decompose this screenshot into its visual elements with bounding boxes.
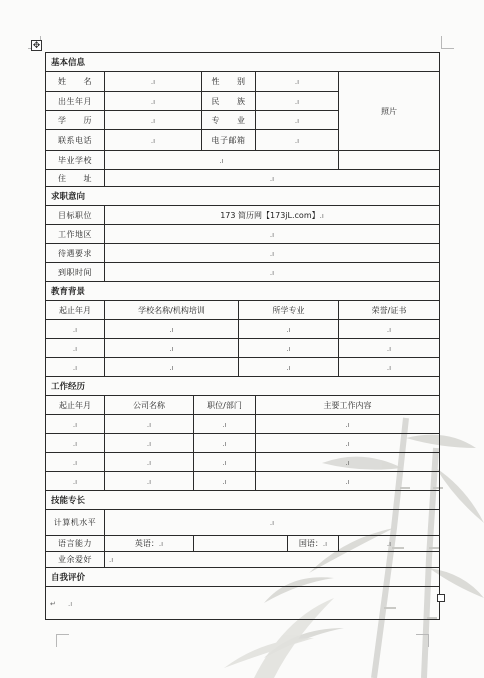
work-header-company: 公司名称 <box>105 396 194 415</box>
edu-header-major: 所学专业 <box>239 301 339 320</box>
resume-table <box>45 52 440 620</box>
label-ethnicity: 民 族 <box>202 92 256 111</box>
label-hobbies: 业余爱好 <box>46 552 105 568</box>
edu-cell[interactable]: .ı <box>339 339 440 358</box>
english-cell[interactable]: 英语：.ı <box>105 536 194 552</box>
value-school-extra[interactable] <box>339 151 440 170</box>
work-cell[interactable]: .ı <box>105 434 194 453</box>
label-location: 工作地区 <box>46 225 105 244</box>
work-cell[interactable]: .ı <box>256 472 440 491</box>
work-cell[interactable]: .ı <box>194 415 256 434</box>
table-row <box>46 358 440 377</box>
work-cell[interactable]: .ı <box>46 453 105 472</box>
edu-cell[interactable]: .ı <box>339 320 440 339</box>
table-row <box>46 339 440 358</box>
edu-cell[interactable]: .ı <box>239 339 339 358</box>
table-row <box>46 415 440 434</box>
value-major[interactable]: .ı <box>256 111 339 130</box>
table-row <box>46 472 440 491</box>
value-ethnicity[interactable]: .ı <box>256 92 339 111</box>
section-education: 教育背景 <box>46 282 440 301</box>
section-self-eval: 自我评价 <box>46 568 440 587</box>
work-header-position: 职位/部门 <box>194 396 256 415</box>
english-value[interactable] <box>194 536 288 552</box>
value-name[interactable]: .ı <box>105 72 202 92</box>
edu-cell[interactable]: .ı <box>105 320 239 339</box>
value-degree[interactable]: .ı <box>105 111 202 130</box>
work-cell[interactable]: .ı <box>105 415 194 434</box>
work-cell[interactable]: .ı <box>105 472 194 491</box>
edu-header-honors: 荣誉/证书 <box>339 301 440 320</box>
work-header-duties: 主要工作内容 <box>256 396 440 415</box>
edu-cell[interactable]: .ı <box>239 358 339 377</box>
section-skills: 技能专长 <box>46 491 440 510</box>
value-salary[interactable]: .ı <box>105 244 440 263</box>
table-move-handle[interactable]: ✥ <box>32 41 41 51</box>
work-cell[interactable]: .ı <box>194 434 256 453</box>
margin-corner-bottom-left <box>56 634 69 647</box>
label-degree: 学 历 <box>46 111 105 130</box>
paragraph-mark: .ı <box>68 600 73 608</box>
work-cell[interactable]: .ı <box>46 472 105 491</box>
table-row <box>46 320 440 339</box>
work-cell[interactable]: .ı <box>194 472 256 491</box>
edu-cell[interactable]: .ı <box>46 320 105 339</box>
work-cell[interactable]: .ı <box>256 453 440 472</box>
edu-cell[interactable]: .ı <box>46 358 105 377</box>
work-cell[interactable]: .ı <box>256 434 440 453</box>
value-school[interactable]: .ı <box>105 151 339 170</box>
table-row <box>46 453 440 472</box>
value-birth[interactable]: .ı <box>105 92 202 111</box>
table-row <box>46 434 440 453</box>
mandarin-value[interactable]: .ı <box>339 536 440 552</box>
label-target-job: 目标职位 <box>46 206 105 225</box>
mandarin-cell[interactable]: 国语：.ı <box>288 536 339 552</box>
label-salary: 待遇要求 <box>46 244 105 263</box>
work-cell[interactable]: .ı <box>256 415 440 434</box>
value-location[interactable]: .ı <box>105 225 440 244</box>
margin-corner-top-right <box>441 36 454 49</box>
value-hobbies[interactable]: .ı <box>105 552 440 568</box>
table-resize-handle[interactable] <box>437 594 445 602</box>
work-cell[interactable]: .ı <box>46 415 105 434</box>
value-gender[interactable]: .ı <box>256 72 339 92</box>
value-self-eval[interactable]: ↵ <box>46 587 440 620</box>
label-gender: 性 别 <box>202 72 256 92</box>
edu-cell[interactable]: .ı <box>105 339 239 358</box>
label-address: 住 址 <box>46 170 105 187</box>
work-cell[interactable]: .ı <box>105 453 194 472</box>
value-start-date[interactable]: .ı <box>105 263 440 282</box>
label-language: 语言能力 <box>46 536 105 552</box>
label-birth: 出生年月 <box>46 92 105 111</box>
margin-corner-bottom-right <box>416 634 429 647</box>
label-start-date: 到职时间 <box>46 263 105 282</box>
value-address[interactable]: .ı <box>105 170 440 187</box>
edu-header-period: 起止年月 <box>46 301 105 320</box>
edu-cell[interactable]: .ı <box>239 320 339 339</box>
edu-cell[interactable]: .ı <box>339 358 440 377</box>
edu-cell[interactable]: .ı <box>105 358 239 377</box>
value-email[interactable]: .ı <box>256 130 339 151</box>
label-school: 毕业学校 <box>46 151 105 170</box>
value-target-job[interactable]: 173 简历网【173jL.com】.ı <box>105 206 440 225</box>
photo-cell[interactable]: 照片 <box>339 72 440 151</box>
edu-header-school: 学校名称/机构培训 <box>105 301 239 320</box>
label-name: 姓 名 <box>46 72 105 92</box>
work-header-period: 起止年月 <box>46 396 105 415</box>
label-email: 电子邮箱 <box>202 130 256 151</box>
section-intent: 求职意向 <box>46 187 440 206</box>
value-computer-level[interactable]: .ı <box>105 510 440 536</box>
work-cell[interactable]: .ı <box>46 434 105 453</box>
label-computer-level: 计算机水平 <box>46 510 105 536</box>
work-cell[interactable]: .ı <box>194 453 256 472</box>
section-work: 工作经历 <box>46 377 440 396</box>
edu-cell[interactable]: .ı <box>46 339 105 358</box>
label-phone: 联系电话 <box>46 130 105 151</box>
label-major: 专 业 <box>202 111 256 130</box>
value-phone[interactable]: .ı <box>105 130 202 151</box>
section-basic: 基本信息 <box>46 53 440 72</box>
